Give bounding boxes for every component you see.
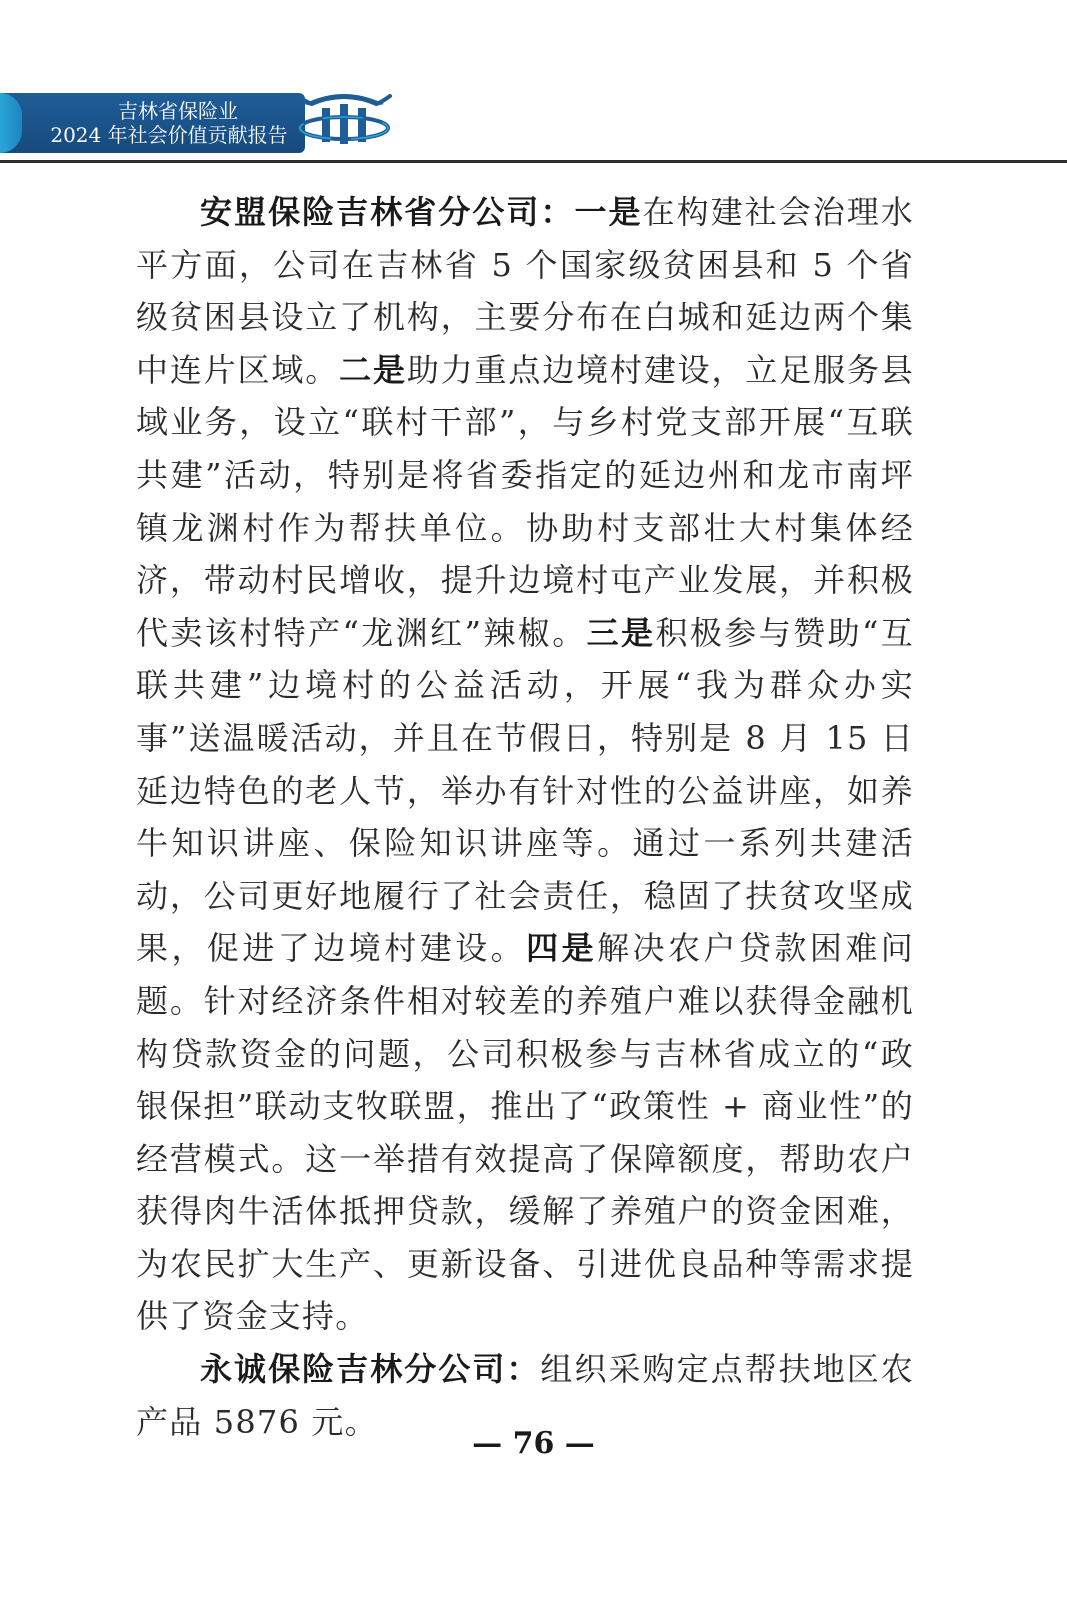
paragraph-text: 在构建社会治理水平方面，公司在吉林省 5 个国家级贫困县和 5 个省级贫困县设立了机构，主要分布在白城和延边两个集中连片区域。 [136,193,915,389]
association-logo-icon [296,82,392,154]
bold-lead-text: 三是 [586,613,656,652]
paragraph-text: 组织采购定点帮扶地区农产品 5876 元。 [136,1350,914,1441]
bold-lead-text: 安盟保险吉林省分公司： [200,193,575,231]
page-header [0,0,1067,168]
report-title: 2024 年社会价值贡献报告 [50,123,288,147]
bold-lead-text: 四是 [526,929,598,968]
paragraph-text: 助力重点边境村建设，立足服务县域业务，设立“联村干部”，与乡村党支部开展“互联共建”活动，特别是将省委指定的延边州和龙市南坪镇龙渊村作为帮扶单位。协助村支部壮大村集体经济，带动村民增收，提升边境村屯产业发展，并积极代卖该村特产“龙渊红”辣椒。 [136,350,914,652]
page-number: — 76 — [472,1426,595,1461]
header-divider [0,160,1067,163]
report-org-title: 吉林省保险业 [118,99,238,123]
bold-lead-text: 二是 [339,350,407,389]
bold-lead-text: 永诚保险吉林分公司： [200,1350,541,1389]
paragraph-text: 积极参与赞助“互联共建”边境村的公益活动，开展“我为群众办实事”送温暖活动，并且在节假日，特别是 8 月 15 日延边特色的老人节，举办有针对性的公益讲座，如养牛知识讲座、保险知识讲座等。通过一系列共建活动，公司更好地履行了社会责任，稳固了扶贫攻坚成果，促进了边境村建设。 [136,613,914,968]
paragraph-text: 解决农户贷款困难问题。针对经济条件相对较差的养殖户难以获得金融机构贷款资金的问题，公司积极参与吉林省成立的“政银保担”联动支牧联盟，推出了“政策性 + 商业性”的经营模式。这一举措有效提高了保障额度，帮助农户获得肉牛活体抵押贷款，缓解了养殖户的资金困难，为农民扩大生产、更新设备、引进优良品种等需求提供了资金支持。 [136,929,914,1336]
body-paragraph [136,186,914,1343]
report-body [136,186,914,1448]
bold-lead-text: 一是 [574,193,643,231]
